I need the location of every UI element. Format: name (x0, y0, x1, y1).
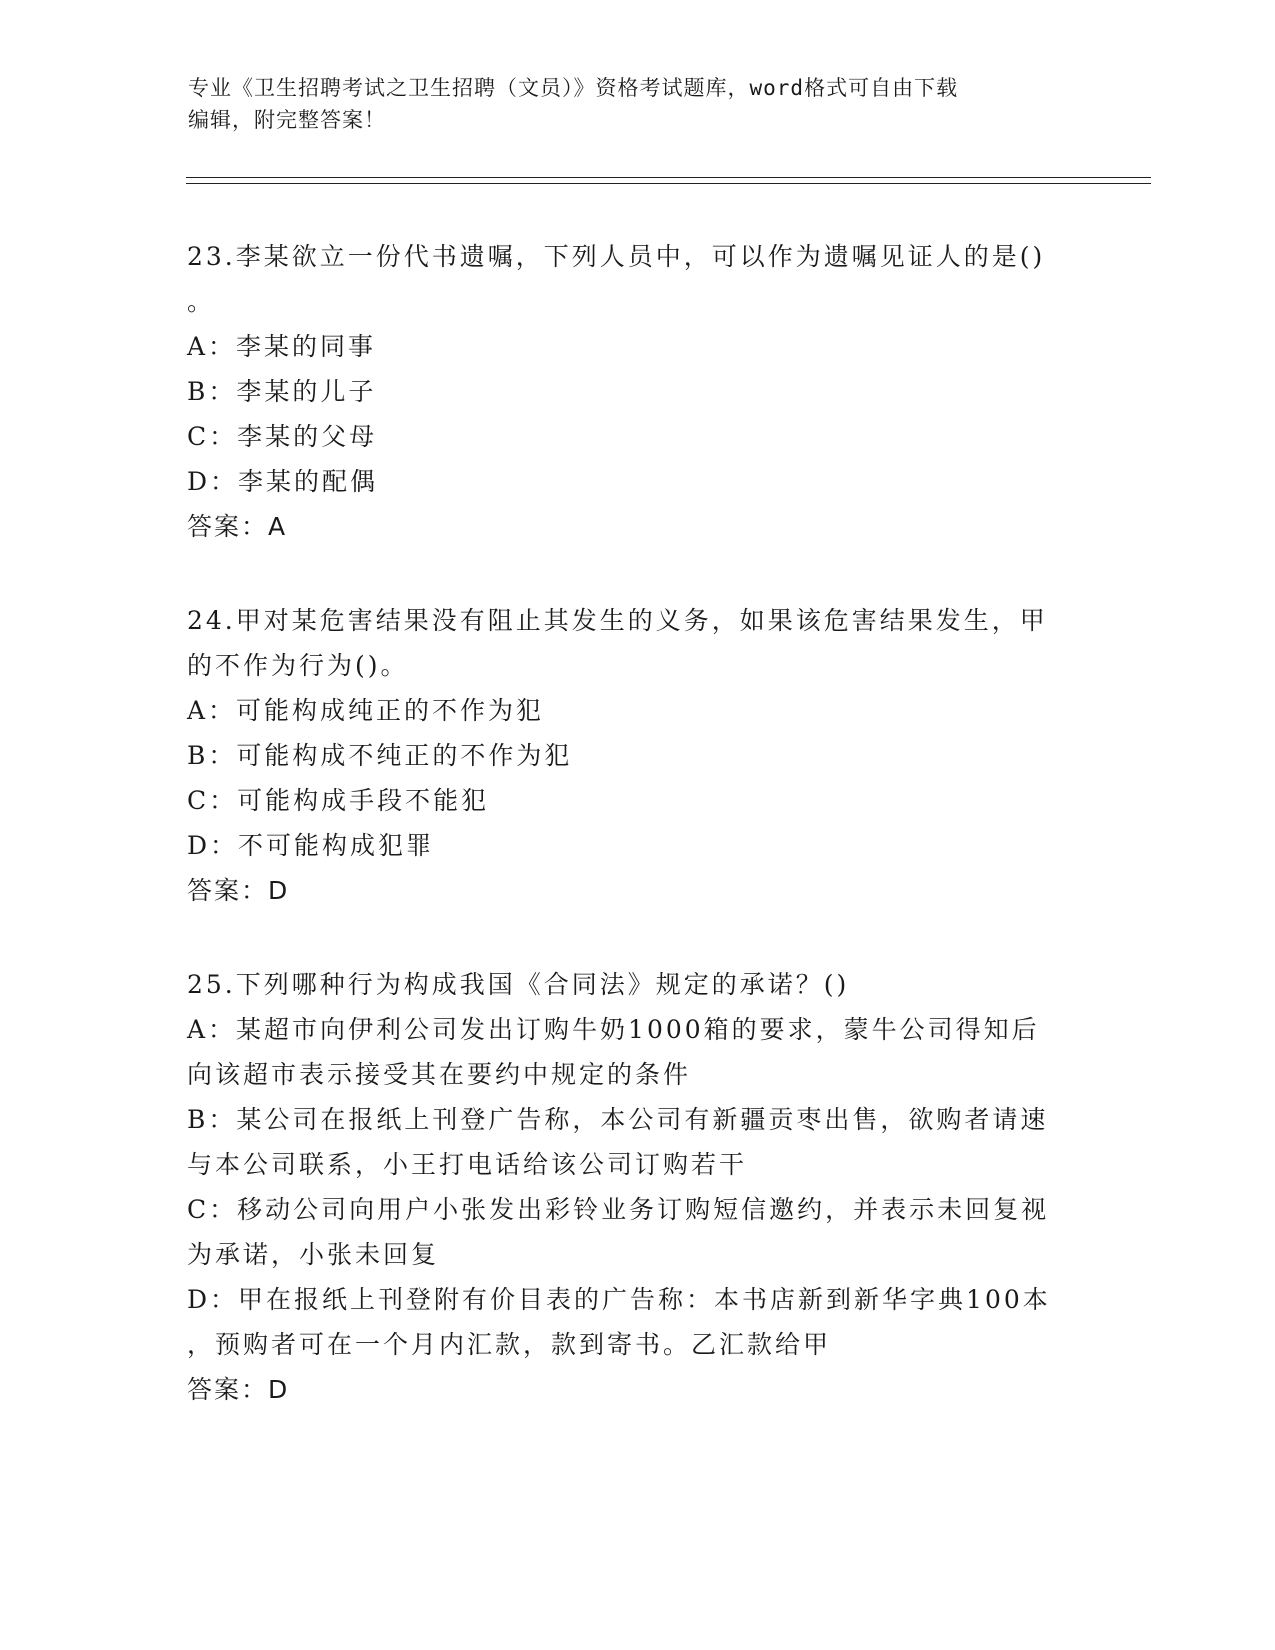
question-stem-line: 24.甲对某危害结果没有阻止其发生的义务，如果该危害结果发生，甲 (187, 606, 1048, 635)
answer-label: 答案：D (187, 1375, 290, 1404)
question-24 (187, 598, 1087, 913)
option-a: A：李某的同事 (187, 332, 377, 361)
header-line-1: 专业《卫生招聘考试之卫生招聘（文员）》资格考试题库，word格式可自由下载 (188, 76, 959, 100)
option-a: A：某超市向伊利公司发出订购牛奶1000箱的要求，蒙牛公司得知后 (187, 1015, 1040, 1044)
option-c-continued: 为承诺，小张未回复 (187, 1240, 440, 1269)
document-header (188, 72, 1088, 136)
option-b-continued: 与本公司联系，小王打电话给该公司订购若干 (187, 1150, 748, 1179)
question-25 (187, 962, 1087, 1412)
option-b: B：某公司在报纸上刊登广告称，本公司有新疆贡枣出售，欲购者请速 (187, 1105, 1049, 1134)
option-d-continued: ，预购者可在一个月内汇款，款到寄书。乙汇款给甲 (187, 1330, 832, 1359)
answer-label: 答案：A (187, 512, 288, 541)
option-d: D：甲在报纸上刊登附有价目表的广告称：本书店新到新华字典100本 (187, 1285, 1051, 1314)
option-c: C：移动公司向用户小张发出彩铃业务订购短信邀约，并表示未回复视 (187, 1195, 1050, 1224)
option-d: D：不可能构成犯罪 (187, 831, 435, 860)
option-c: C：李某的父母 (187, 422, 378, 451)
question-stem-line: 。 (187, 287, 216, 316)
option-b: B：李某的儿子 (187, 377, 377, 406)
option-a-continued: 向该超市表示接受其在要约中规定的条件 (187, 1060, 692, 1089)
option-a: A：可能构成纯正的不作为犯 (187, 696, 545, 725)
question-23 (187, 234, 1087, 549)
option-d: D：李某的配偶 (187, 467, 379, 496)
answer-label: 答案：D (187, 876, 290, 905)
header-divider-top (186, 177, 1151, 178)
question-stem-line: 23.李某欲立一份代书遗嘱，下列人员中，可以作为遗嘱见证人的是() (187, 242, 1046, 271)
option-b: B：可能构成不纯正的不作为犯 (187, 741, 573, 770)
header-line-2: 编辑，附完整答案！ (188, 108, 386, 132)
header-divider-bottom (186, 183, 1151, 184)
question-list (187, 234, 1087, 1461)
question-stem-line: 25.下列哪种行为构成我国《合同法》规定的承诺？() (187, 970, 850, 999)
option-c: C：可能构成手段不能犯 (187, 786, 490, 815)
question-stem-line: 的不作为行为()。 (187, 651, 409, 680)
